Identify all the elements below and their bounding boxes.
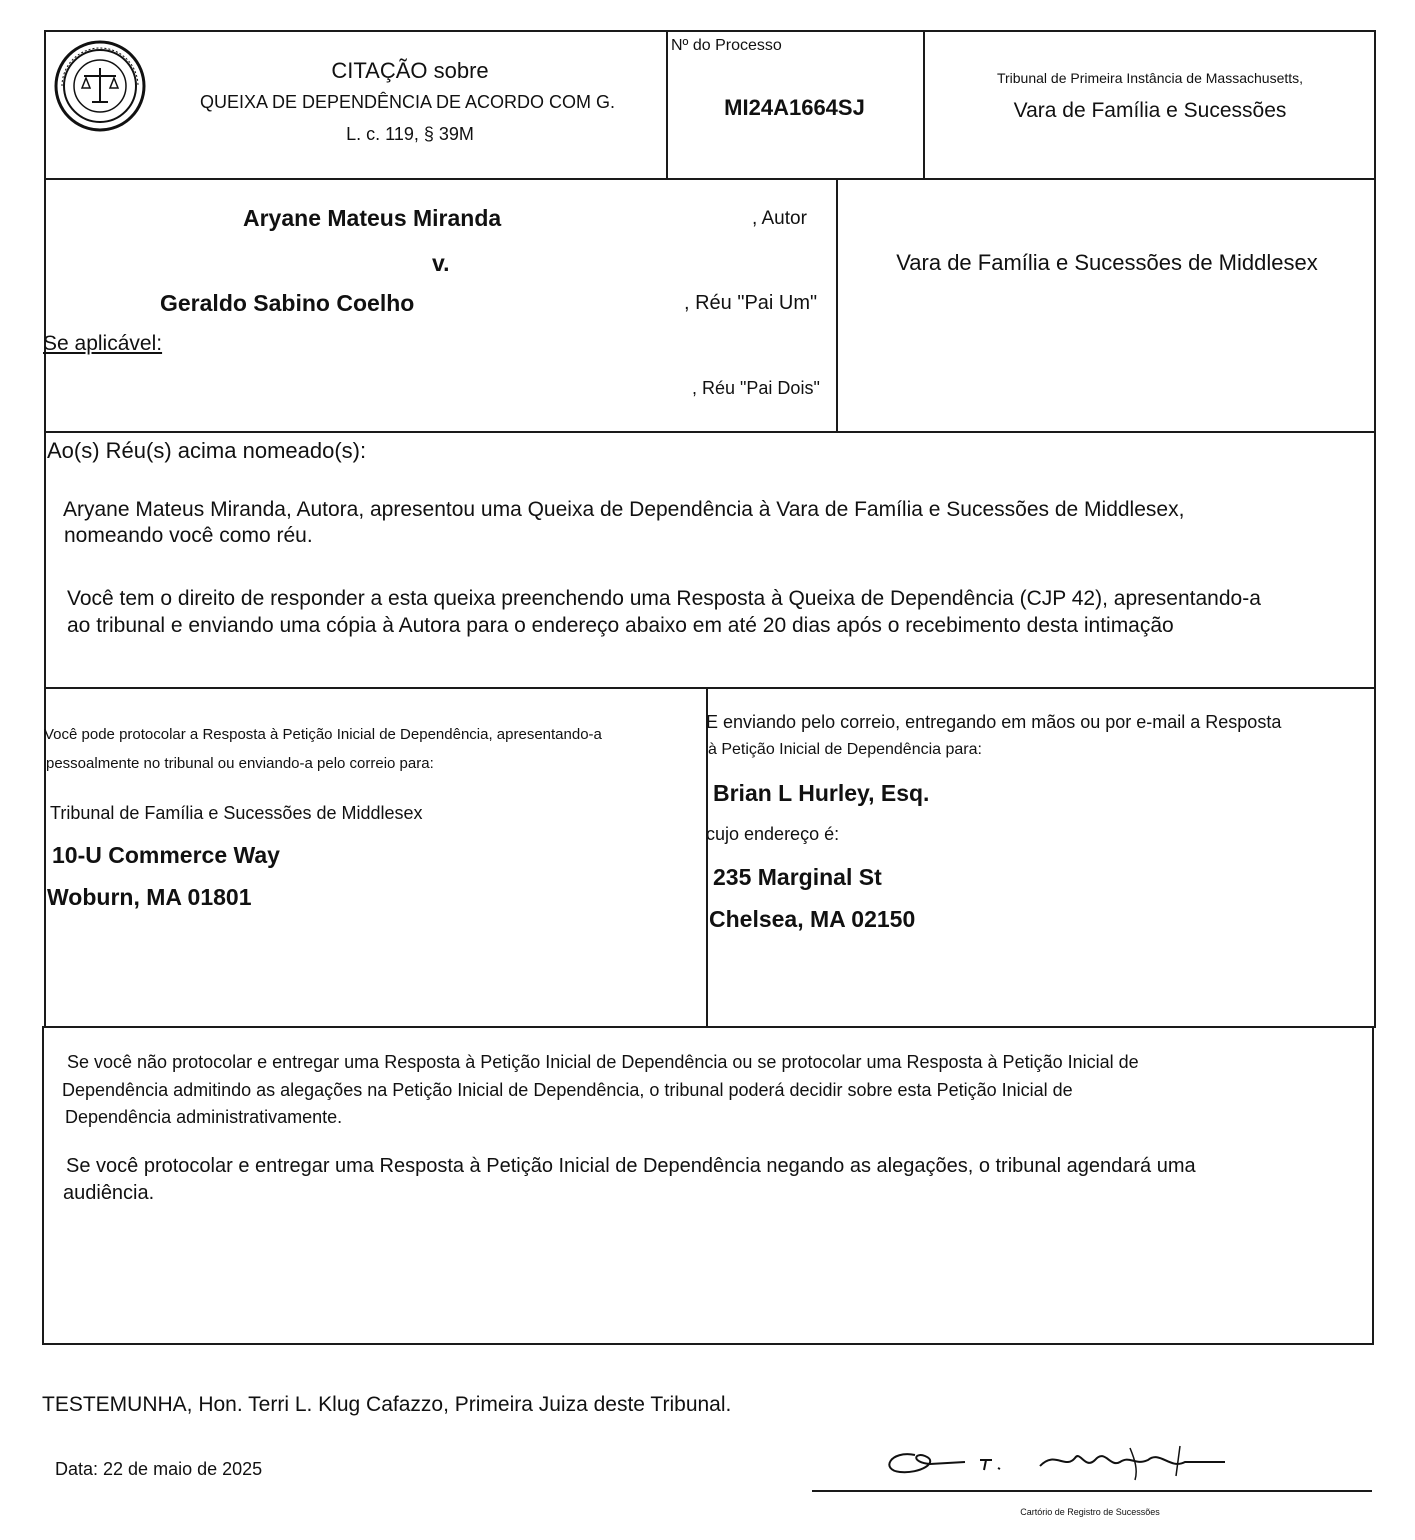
notice-para2-line1: Você tem o direito de responder a esta queixa preenchendo uma Resposta à Queixa de Dependência (CJP 42), apresentando-a [67, 587, 1261, 610]
court-name: Tribunal de Primeira Instância de Massachusetts, [996, 70, 1304, 86]
attorney-city: Chelsea, MA 02150 [709, 906, 916, 932]
docket-number: MI24A1664SJ [724, 95, 865, 120]
consequences-para1-line2: Dependência admitindo as alegações na Petição Inicial de Dependência, o tribunal poderá decidir sobre esta Petição Inicial de [62, 1080, 1073, 1100]
filing-court-name: Tribunal de Família e Sucessões de Middlesex [50, 803, 423, 823]
service-instructions-line1: E enviando pelo correio, entregando em mãos ou por e-mail a Resposta [706, 712, 1282, 732]
signature-icon [880, 1440, 1250, 1485]
divider [923, 30, 925, 180]
consequences-box [42, 1026, 1374, 1345]
notice-para1-line1: Aryane Mateus Miranda, Autora, apresentou uma Queixa de Dependência à Vara de Família e Sucessões de Middlesex, [63, 498, 1185, 521]
plaintiff-role: , Autor [752, 208, 807, 229]
if-applicable-label: Se aplicável: [43, 332, 163, 355]
plaintiff-name: Aryane Mateus Miranda [243, 205, 502, 231]
attorney-street: 235 Marginal St [713, 864, 882, 890]
defendant2-role: , Réu "Pai Dois" [692, 378, 820, 398]
consequences-para2-line2: audiência. [63, 1182, 155, 1204]
versus: v. [432, 250, 450, 276]
defendant1-role: , Réu "Pai Um" [684, 292, 818, 314]
consequences-para1-line3: Dependência administrativamente. [65, 1107, 343, 1127]
consequences-para2-line1: Se você protocolar e entregar uma Resposta à Petição Inicial de Dependência negando as alegações, o tribunal agendará uma [66, 1155, 1196, 1177]
notice-heading: Ao(s) Réu(s) acima nomeado(s): [47, 438, 367, 463]
defendant1-name: Geraldo Sabino Coelho [160, 290, 415, 316]
docket-label: Nº do Processo [671, 37, 782, 54]
consequences-para1-line1: Se você não protocolar e entregar uma Resposta à Petição Inicial de Dependência ou se protocolar uma Resposta à Petição Inicial de [67, 1052, 1139, 1072]
witness-line: TESTEMUNHA, Hon. Terri L. Klug Cafazzo, Primeira Juiza deste Tribunal. [42, 1393, 732, 1416]
notice-box [44, 431, 1376, 689]
filing-court-city: Woburn, MA 01801 [47, 884, 252, 910]
signature-line [812, 1490, 1372, 1492]
filing-instructions-line2: pessoalmente no tribunal ou enviando-a pelo correio para: [46, 755, 434, 772]
filing-court-street: 10-U Commerce Way [52, 842, 280, 868]
filing-instructions-line1: Você pode protocolar a Resposta à Petição Inicial de Dependência, apresentando-a [44, 726, 602, 743]
form-title: CITAÇÃO sobre [331, 58, 489, 83]
court-division: Vara de Família e Sucessões [1013, 99, 1287, 122]
court-seal-icon [52, 40, 148, 132]
attorney-name: Brian L Hurley, Esq. [713, 780, 930, 806]
notice-para1-line2: nomeando você como réu. [64, 524, 313, 547]
division-name: Vara de Família e Sucessões de Middlesex [896, 250, 1318, 275]
date-line: Data: 22 de maio de 2025 [55, 1459, 263, 1479]
signature-caption: Cartório de Registro de Sucessões [1020, 1507, 1160, 1517]
divider [836, 178, 838, 433]
service-instructions-line2: à Petição Inicial de Dependência para: [708, 741, 982, 758]
form-subtitle: QUEIXA DE DEPENDÊNCIA DE ACORDO COM G. [199, 92, 616, 112]
form-statute: L. c. 119, § 39M [346, 124, 474, 144]
address-label: cujo endereço é: [706, 824, 840, 844]
notice-para2-line2: ao tribunal e enviando uma cópia à Autora para o endereço abaixo em até 20 dias após o recebimento desta intimação [67, 614, 1174, 637]
divider [706, 687, 708, 1028]
